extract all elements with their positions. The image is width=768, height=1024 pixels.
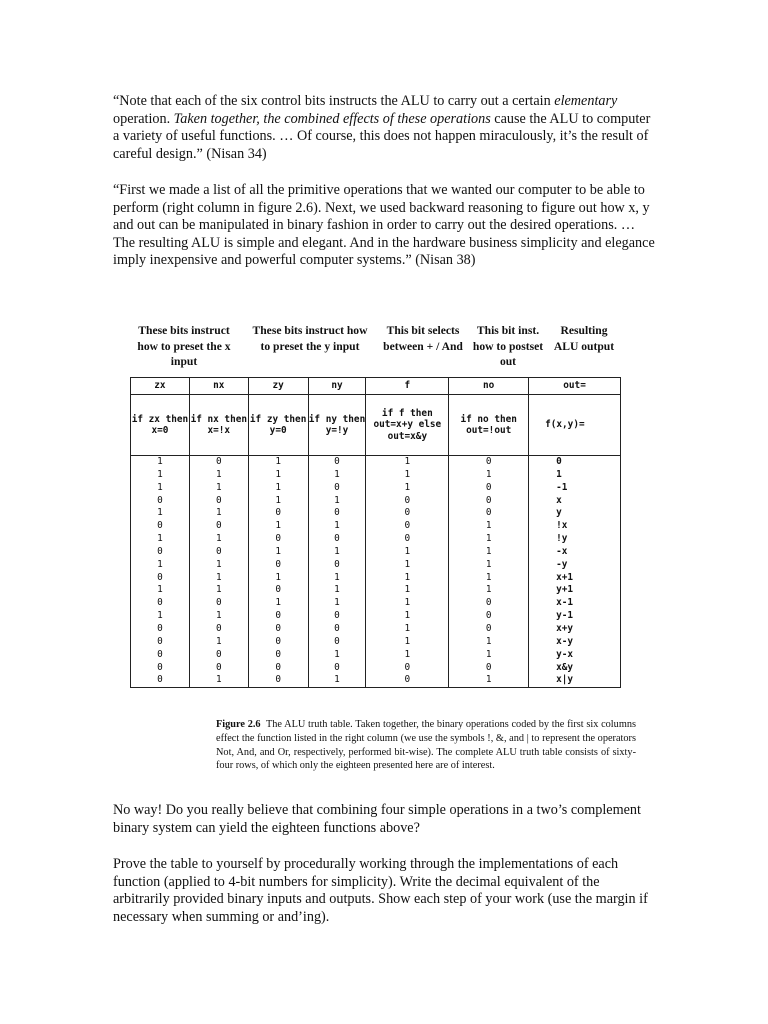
- header-postset: This bit inst. how to postset out: [472, 324, 544, 368]
- desc-ny: if ny then y=!y: [308, 395, 366, 456]
- bit-cell: 0: [449, 597, 529, 610]
- bit-cell: 0: [366, 520, 449, 533]
- bit-cell: 1: [308, 584, 366, 597]
- bit-cell: 0: [449, 495, 529, 508]
- bit-cell: 0: [449, 623, 529, 636]
- figure-caption: [216, 718, 636, 773]
- bit-cell: 1: [131, 584, 190, 597]
- output-cell: !y: [529, 533, 621, 546]
- nisan-quote-2: “First we made a list of all the primitive operations that we wanted our computer to be able to perform (right column in figure 2.6). Next, we used backward reasoning to figure out how x, y and out can be manipulated in binary fashion in order to carry out the desired operations. … The resulting ALU is simple and elegant. And in the hardware business simplicity and elegance imply inexpensive and powerful computer systems.” (Nisan 38): [113, 182, 655, 269]
- bit-cell: 1: [366, 636, 449, 649]
- bit-cell: 0: [308, 456, 366, 469]
- bit-cell: 0: [131, 495, 190, 508]
- bit-cell: 1: [449, 572, 529, 585]
- bit-cell: 1: [308, 649, 366, 662]
- bit-cell: 1: [189, 559, 248, 572]
- bit-cell: 1: [189, 636, 248, 649]
- bit-cell: 0: [248, 584, 308, 597]
- bit-cell: 1: [449, 469, 529, 482]
- header-output: Resulting ALU output: [553, 324, 615, 353]
- bit-cell: 1: [449, 584, 529, 597]
- bit-cell: 0: [366, 674, 449, 687]
- bit-cell: 1: [189, 610, 248, 623]
- bit-cell: 0: [449, 456, 529, 469]
- bit-cell: 1: [189, 584, 248, 597]
- bit-cell: 1: [366, 572, 449, 585]
- desc-no: if no then out=!out: [449, 395, 529, 456]
- alu-truth-table: [130, 377, 621, 688]
- bit-cell: 0: [189, 495, 248, 508]
- code-zx: zx: [131, 378, 190, 395]
- truth-table-row: [131, 597, 621, 610]
- output-cell: !x: [529, 520, 621, 533]
- bit-cell: 1: [189, 469, 248, 482]
- bit-cell: 1: [366, 623, 449, 636]
- bit-cell: 0: [131, 572, 190, 585]
- bit-cell: 0: [131, 674, 190, 687]
- bit-cell: 0: [248, 610, 308, 623]
- bit-cell: 1: [449, 520, 529, 533]
- bit-cell: 1: [366, 546, 449, 559]
- bit-cell: 1: [449, 649, 529, 662]
- bit-cell: 1: [248, 597, 308, 610]
- nisan-quote-1: [113, 93, 658, 163]
- truth-table-row: [131, 674, 621, 687]
- bit-cell: 0: [131, 649, 190, 662]
- bit-cell: 0: [189, 520, 248, 533]
- bit-cell: 1: [189, 482, 248, 495]
- code-out: out=: [529, 378, 621, 395]
- caption-text: The ALU truth table. Taken together, the binary operations coded by the first six columns effect the function listed in the right column (we use the symbols !, &, and | to represent the operators Not, And, and Or, respectively, performed bit-wise). The complete ALU truth table consists of sixty-four rows, of which only the eighteen presented here are of interest.: [216, 719, 636, 772]
- bit-cell: 1: [366, 584, 449, 597]
- bit-cell: 0: [248, 636, 308, 649]
- truth-table-row: [131, 456, 621, 469]
- bit-cell: 1: [308, 495, 366, 508]
- bit-cell: 0: [308, 662, 366, 675]
- bit-cell: 0: [366, 533, 449, 546]
- bit-cell: 0: [131, 636, 190, 649]
- bit-cell: 1: [366, 456, 449, 469]
- bit-cell: 0: [189, 662, 248, 675]
- output-cell: x-1: [529, 597, 621, 610]
- bit-cell: 1: [366, 597, 449, 610]
- bit-cell: 1: [449, 636, 529, 649]
- bit-cell: 0: [449, 610, 529, 623]
- desc-out: f(x,y)=: [529, 395, 621, 456]
- truth-table-row: [131, 636, 621, 649]
- bit-cell: 0: [308, 559, 366, 572]
- bit-cell: 0: [248, 559, 308, 572]
- bit-cell: 1: [131, 610, 190, 623]
- bit-cell: 0: [189, 546, 248, 559]
- header-function-select: This bit selects between + / And: [383, 324, 463, 353]
- truth-table-row: [131, 520, 621, 533]
- bit-cell: 0: [189, 597, 248, 610]
- bit-cell: 0: [131, 520, 190, 533]
- output-cell: 0: [529, 456, 621, 469]
- bit-cell: 1: [248, 572, 308, 585]
- header-x-preset: These bits instruct how to preset the x input: [137, 324, 231, 368]
- output-cell: x&y: [529, 662, 621, 675]
- bit-cell: 1: [366, 482, 449, 495]
- output-cell: x+1: [529, 572, 621, 585]
- figure-column-headers: [128, 323, 628, 378]
- bit-cell: 1: [248, 546, 308, 559]
- header-y-preset: These bits instruct how to preset the y input: [252, 324, 368, 353]
- desc-zy: if zy then y=0: [248, 395, 308, 456]
- bit-cell: 1: [248, 456, 308, 469]
- bit-cell: 1: [366, 559, 449, 572]
- bit-cell: 0: [308, 636, 366, 649]
- truth-table-row: [131, 662, 621, 675]
- bit-cell: 1: [366, 610, 449, 623]
- output-cell: -1: [529, 482, 621, 495]
- quote1-part-e: cause the ALU to computer a variety of useful functions. … Of course, this does not happen miraculously, it’s the result of careful design.” (Nisan 34): [113, 110, 651, 162]
- bit-cell: 1: [131, 456, 190, 469]
- desc-zx: if zx then x=0: [131, 395, 190, 456]
- code-nx: nx: [189, 378, 248, 395]
- code-zy: zy: [248, 378, 308, 395]
- truth-table-row: [131, 469, 621, 482]
- bit-cell: 1: [248, 520, 308, 533]
- control-bit-descriptions-row: [131, 395, 621, 456]
- bit-cell: 1: [449, 546, 529, 559]
- bit-cell: 1: [248, 482, 308, 495]
- bit-cell: 1: [189, 572, 248, 585]
- bit-cell: 1: [308, 520, 366, 533]
- bit-cell: 1: [131, 482, 190, 495]
- bit-cell: 0: [189, 623, 248, 636]
- bit-cell: 0: [131, 597, 190, 610]
- bit-cell: 0: [366, 662, 449, 675]
- alu-truth-table-figure: [128, 323, 636, 772]
- output-cell: y-x: [529, 649, 621, 662]
- output-cell: x|y: [529, 674, 621, 687]
- bit-cell: 1: [189, 507, 248, 520]
- output-cell: y+1: [529, 584, 621, 597]
- bit-cell: 0: [189, 649, 248, 662]
- bit-cell: 1: [248, 495, 308, 508]
- bit-cell: 0: [248, 662, 308, 675]
- quote1-part-a: “Note that each of the six control bits instructs the ALU to carry out a certain: [113, 93, 555, 109]
- output-cell: x-y: [529, 636, 621, 649]
- output-cell: x+y: [529, 623, 621, 636]
- bit-cell: 1: [308, 546, 366, 559]
- truth-table-row: [131, 546, 621, 559]
- truth-table-row: [131, 533, 621, 546]
- bit-cell: 1: [449, 559, 529, 572]
- bit-cell: 1: [189, 533, 248, 546]
- desc-f: if f then out=x+y else out=x&y: [366, 395, 449, 456]
- bit-cell: 0: [131, 623, 190, 636]
- truth-table-row: [131, 482, 621, 495]
- bit-cell: 0: [449, 662, 529, 675]
- bit-cell: 0: [449, 507, 529, 520]
- bit-cell: 0: [308, 610, 366, 623]
- truth-table-row: [131, 610, 621, 623]
- quote1-emphasis: Taken together, the combined effects of these operations: [173, 110, 491, 127]
- bit-cell: 0: [366, 507, 449, 520]
- bit-cell: 1: [131, 533, 190, 546]
- output-cell: y: [529, 507, 621, 520]
- bit-cell: 0: [248, 649, 308, 662]
- control-bit-names-row: [131, 378, 621, 395]
- quote1-elementary: elementary: [554, 93, 618, 109]
- bit-cell: 1: [449, 533, 529, 546]
- truth-table-row: [131, 559, 621, 572]
- truth-table-row: [131, 507, 621, 520]
- caption-label: Figure 2.6: [216, 719, 261, 730]
- bit-cell: 0: [308, 507, 366, 520]
- bit-cell: 1: [366, 649, 449, 662]
- output-cell: -x: [529, 546, 621, 559]
- bit-cell: 1: [189, 674, 248, 687]
- quote1-part-c: operation.: [113, 110, 174, 127]
- output-cell: y-1: [529, 610, 621, 623]
- bit-cell: 0: [131, 662, 190, 675]
- bit-cell: 1: [308, 674, 366, 687]
- truth-table-row: [131, 584, 621, 597]
- bit-cell: 0: [248, 623, 308, 636]
- bit-cell: 1: [131, 469, 190, 482]
- code-f: f: [366, 378, 449, 395]
- bit-cell: 0: [449, 482, 529, 495]
- bit-cell: 1: [131, 507, 190, 520]
- bit-cell: 0: [131, 546, 190, 559]
- bit-cell: 0: [189, 456, 248, 469]
- code-no: no: [449, 378, 529, 395]
- bit-cell: 0: [308, 533, 366, 546]
- bit-cell: 1: [308, 469, 366, 482]
- bit-cell: 1: [248, 469, 308, 482]
- bit-cell: 1: [449, 674, 529, 687]
- challenge-paragraph: No way! Do you really believe that combining four simple operations in a two’s complement binary system can yield the eighteen functions above?: [113, 802, 641, 836]
- truth-table-row: [131, 572, 621, 585]
- code-ny: ny: [308, 378, 366, 395]
- bit-cell: 0: [248, 507, 308, 520]
- desc-nx: if nx then x=!x: [189, 395, 248, 456]
- bit-cell: 0: [248, 533, 308, 546]
- bit-cell: 0: [366, 495, 449, 508]
- output-cell: x: [529, 495, 621, 508]
- bit-cell: 1: [366, 469, 449, 482]
- bit-cell: 1: [308, 572, 366, 585]
- truth-table-row: [131, 649, 621, 662]
- bit-cell: 0: [248, 674, 308, 687]
- bit-cell: 0: [308, 482, 366, 495]
- instructions-paragraph: Prove the table to yourself by procedurally working through the implementations of each function (applied to 4-bit numbers for simplicity). Write the decimal equivalent of the arbitrarily provided binary inputs and outputs. Show each step of your work (use the margin if necessary when summing or and’ing).: [113, 856, 648, 925]
- truth-table-row: [131, 623, 621, 636]
- output-cell: 1: [529, 469, 621, 482]
- bit-cell: 0: [308, 623, 366, 636]
- output-cell: -y: [529, 559, 621, 572]
- bit-cell: 1: [131, 559, 190, 572]
- truth-table-row: [131, 495, 621, 508]
- bit-cell: 1: [308, 597, 366, 610]
